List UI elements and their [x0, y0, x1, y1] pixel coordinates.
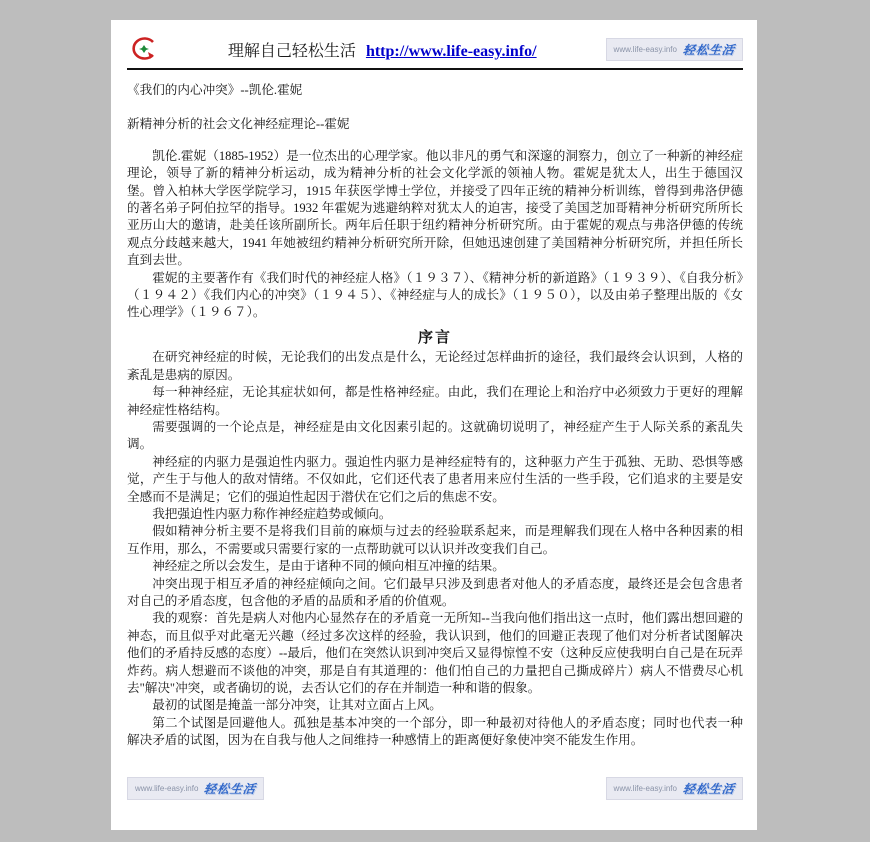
header-divider	[127, 68, 743, 70]
page-footer	[127, 777, 743, 800]
preface-paragraph: 冲突出现于相互矛盾的神经症倾向之间。它们最早只涉及到患者对他人的矛盾态度，最终还是会包含患者对自己的矛盾态度，包含他的矛盾的品质和矛盾的价值观。	[127, 576, 743, 608]
book-subtitle: 新精神分析的社会文化神经症理论--霍妮	[127, 117, 350, 132]
document-page	[111, 20, 757, 830]
preface-heading: 序言	[417, 329, 452, 346]
intro-paragraph: 凯伦.霍妮（1885-1952）是一位杰出的心理学家。他以非凡的勇气和深邃的洞察力，创立了一种新的神经症理论，领导了新的精神分析运动，成为精神分析的社会文化学派的领袖人物。霍妮是犹太人，出生于德国汉堡。曾入柏林大学医学院学习，1915 年获医学博士学位，并接受了四年正统的精神分析训练，曾得到弗洛伊德的著名弟子阿伯拉罕的指导。1932 年霍妮为逃避纳粹对犹太人的迫害，接受了美国芝加哥精神分析研究所所长亚历山大的邀请，赴美任该所副所长。两年后任职于纽约精神分析研究所。由于霍妮的观点与弗洛伊德的传统观点分歧越来越大，1941 年她被纽约精神分析研究所开除，但她迅速创建了美国精神分析研究所，并担任所长直到去世。	[127, 148, 743, 268]
footer-badge-left[interactable]	[127, 777, 264, 800]
preface-paragraph: 第二个试图是回避他人。孤独是基本冲突的一个部分，即一种最初对待他人的矛盾态度；同时也代表一种解决矛盾的试图，因为在自我与他人之间维持一种感情上的距离便好象使冲突不能发生作用。	[127, 715, 743, 748]
header-slogan-row	[159, 38, 606, 61]
preface-paragraph: 每一种神经症，无论其症状如何，都是性格神经症。由此，我们在理论上和治疗中必须致力于更好的理解神经症性格结构。	[127, 385, 743, 417]
site-logo-icon	[129, 34, 159, 64]
intro-paragraph: 霍妮的主要著作有《我们时代的神经症人格》（１９３７）、《精神分析的新道路》（１９３９）、《自我分析》（１９４２）《我们内心的冲突》（１９４５）、《神经症与人的成长》（１９５０），以及由弟子整理出版的《女性心理学》（１９６７）。	[127, 270, 743, 320]
preface-paragraph: 我把强迫性内驱力称作神经症趋势或倾向。	[152, 506, 392, 521]
header-site-link[interactable]: http://www.life-easy.info/	[365, 42, 537, 60]
badge-brand-logo: 轻松生活	[681, 42, 736, 57]
badge-brand-logo: 轻松生活	[681, 782, 736, 796]
badge-url-text: www.life-easy.info	[613, 784, 677, 793]
page-header	[127, 32, 743, 66]
book-title: 《我们的内心冲突》--凯伦.霍妮	[127, 83, 303, 97]
badge-brand-logo: 轻松生活	[203, 782, 258, 796]
preface-paragraph: 我的观察：首先是病人对他内心显然存在的矛盾竟一无所知--当我向他们指出这一点时，他们露出想回避的神态，而且似乎对此毫无兴趣（经过多次这样的经验，我认识到，他们的回避正表现了他们对分析者试图解决他们的矛盾持反感的态度）--最后，他们在突然认识到冲突后又显得惊惶不安（这种反应使我明白自己是在玩弄炸药。病人想避而不谈他的冲突，那是自有其道理的：他们怕自己的力量把自己撕成碎片）病人不惜费尽心机去"解决"冲突，或者确切的说，去否认它们的存在并制造一种和谐的假象。	[127, 611, 743, 695]
badge-url-text: www.life-easy.info	[613, 44, 677, 54]
badge-url-text: www.life-easy.info	[135, 784, 199, 793]
header-slogan: 理解自己轻松生活	[227, 42, 356, 60]
document-body	[127, 82, 743, 750]
footer-badge-right[interactable]	[606, 777, 743, 800]
header-badge[interactable]	[606, 38, 743, 61]
preface-paragraph: 神经症的内驱力是强迫性内驱力。强迫性内驱力是神经症特有的，这种驱力产生于孤独、无助、恐惧等感觉，产生于与他人的敌对情绪。不仅如此，它们还代表了患者用来应付生活的一些手段，它们追求的主要是安全感而不是满足；它们的强迫性起因于潜伏在它们之后的焦虑不安。	[127, 454, 743, 504]
preface-paragraph: 假如精神分析主要不是将我们目前的麻烦与过去的经验联系起来，而是理解我们现在人格中各种因素的相互作用，那么，不需要或只需要行家的一点帮助就可以认识并改变我们自己。	[127, 524, 743, 556]
preface-paragraph: 最初的试图是掩盖一部分冲突，让其对立面占上风。	[152, 698, 442, 713]
preface-paragraph: 在研究神经症的时候，无论我们的出发点是什么，无论经过怎样曲折的途径，我们最终会认识到，人格的紊乱是患病的原因。	[127, 350, 743, 382]
preface-paragraph: 需要强调的一个论点是，神经症是由文化因素引起的。这就确切说明了，神经症产生于人际关系的紊乱失调。	[127, 419, 743, 452]
preface-paragraph: 神经症之所以会发生，是由于诸种不同的倾向相互冲撞的结果。	[152, 559, 505, 574]
